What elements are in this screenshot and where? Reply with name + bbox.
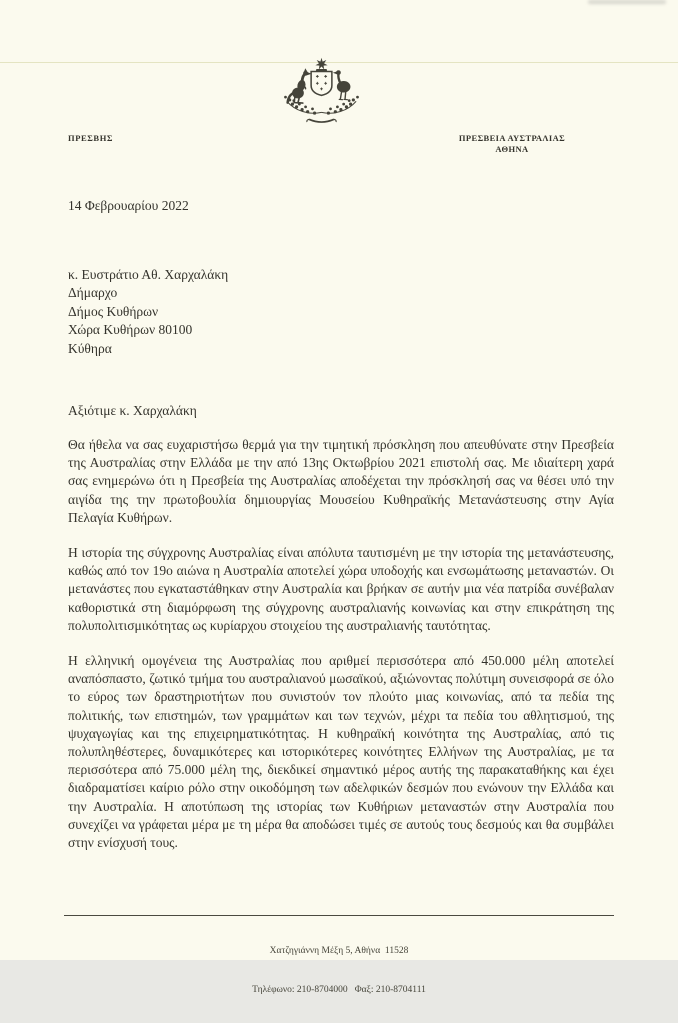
salutation: Αξιότιμε κ. Χαρχαλάκη [68,403,197,418]
embassy-name: ΠΡΕΣΒΕΙΑ ΑΥΣΤΡΑΛΙΑΣ [458,133,566,143]
shield-icon [311,72,332,96]
header-title-ambassador: ΠΡΕΣΒΗΣ [68,133,114,143]
paragraph: Θα ήθελα να σας ευχαριστήσω θερμά για την τιμητική πρόσκληση που απευθύνατε στην Πρεσβεία της Αυστραλίας στην Ελλάδα με την από 13ης Οκτωβρίου 2021 επιστολή σας. Με ιδιαίτερη χαρά σας ενημερώνω ότι η Πρεσβεία της Αυστραλίας αποδέχεται την πρόσκλησή σας να θέσει υπό την αιγίδα της την πρωτοβουλία δημιουργίας Μουσείου Κυθηραϊκής Μετανάστευσης στην Αγία Πελαγία Κυθήρων. [68,437,614,525]
footer-divider [64,915,614,916]
commonwealth-star-icon [315,58,327,70]
recipient-line: Δήμος Κυθήρων [68,303,159,319]
footer-contact: Τηλέφωνο: 210-8704000 Φαξ: 210-8704111 [252,985,426,995]
scan-artifact-smudge [588,0,666,4]
kangaroo-icon [288,69,311,103]
recipient-line: κ. Ευστράτιο Αθ. Χαρχαλάκη [68,267,229,282]
australia-coat-of-arms-icon [273,57,370,129]
embassy-city: ΑΘΗΝΑ [495,144,529,154]
header-title-embassy [448,133,576,155]
footer [64,919,614,1023]
recipient-line: Δήμαρχο [68,285,118,301]
emu-icon [334,71,350,100]
paragraph: Η ιστορία της σύγχρονης Αυστραλίας είναι απόλυτα ταυτισμένη με την ιστορία της μετανάστευσης, καθώς από τον 19ο αιώνα η Αυστραλία αποτελεί χώρα υποδοχής και ενσωμάτωσης μεταναστών. Οι μετανάστες που εγκαταστάθηκαν στην Αυστραλία και βρήκαν σε αυτήν μια νέα πατρίδα συνέβαλαν καθοριστικά στη διαμόρφωση της σύγχρονης αυστραλιανής κοινωνίας και στην επικράτηση της πολυπολιτισμικότητας ως κυρίαρχου στοιχείου της αυστραλιανής ταυτότητας. [68,545,614,633]
scroll-icon [307,119,336,122]
recipient-address-block [68,266,228,358]
paragraph: Η ελληνική ομογένεια της Αυστραλίας που αριθμεί περισσότερα από 450.000 μέλη αποτελεί αναπόσπαστο, ζωτικό τμήμα του αυστραλιανού μωσαϊκού, αξιώνοντας πολύτιμη συνεισφορά σε όλο το εύρος των δραστηριοτήτων που συνιστούν τον πλούτο μιας κοινωνίας, από τα πεδία της πολιτικής, των επιστημών, των γραμμάτων και των τεχνών, μέχρι τα πεδία του αθλητισμού, της ψυχαγωγίας και της επιχειρηματικότητας. Η κυθηραϊκή κοινότητα της Αυστραλίας, από τις πολυπληθέστερες, δυναμικότερες και ιστορικότερες κοινότητες Ελλήνων της Αυστραλίας, με τα περισσότερα από 75.000 μέλη της, διεκδικεί σημαντικό μέρος αυτής της παρακαταθήκης και έχει διαδραματίσει καίριο ρόλο στην οικοδόμηση των αδελφικών δεσμών που ενώνουν την Ελλάδα και την Αυστραλία. Η αποτύπωση της ιστορίας των Κυθήριων μεταναστών στην Αυστραλία που συνεχίζει να γράφεται μέρα με τη μέρα θα αποδώσει τιμές σε αυτούς τους δεσμούς και θα συμβάλει στην ενίσχυσή τους. [68,653,614,851]
letter-body [68,436,614,869]
recipient-line: Κύθηρα [68,340,112,356]
letter-date: 14 Φεβρουαρίου 2022 [68,198,189,213]
recipient-line: Χώρα Κυθήρων 80100 [68,322,193,338]
footer-address: Χατζηγιάννη Μέξη 5, Αθήνα 11528 [269,946,409,956]
wattle-wreath-icon [284,96,358,114]
